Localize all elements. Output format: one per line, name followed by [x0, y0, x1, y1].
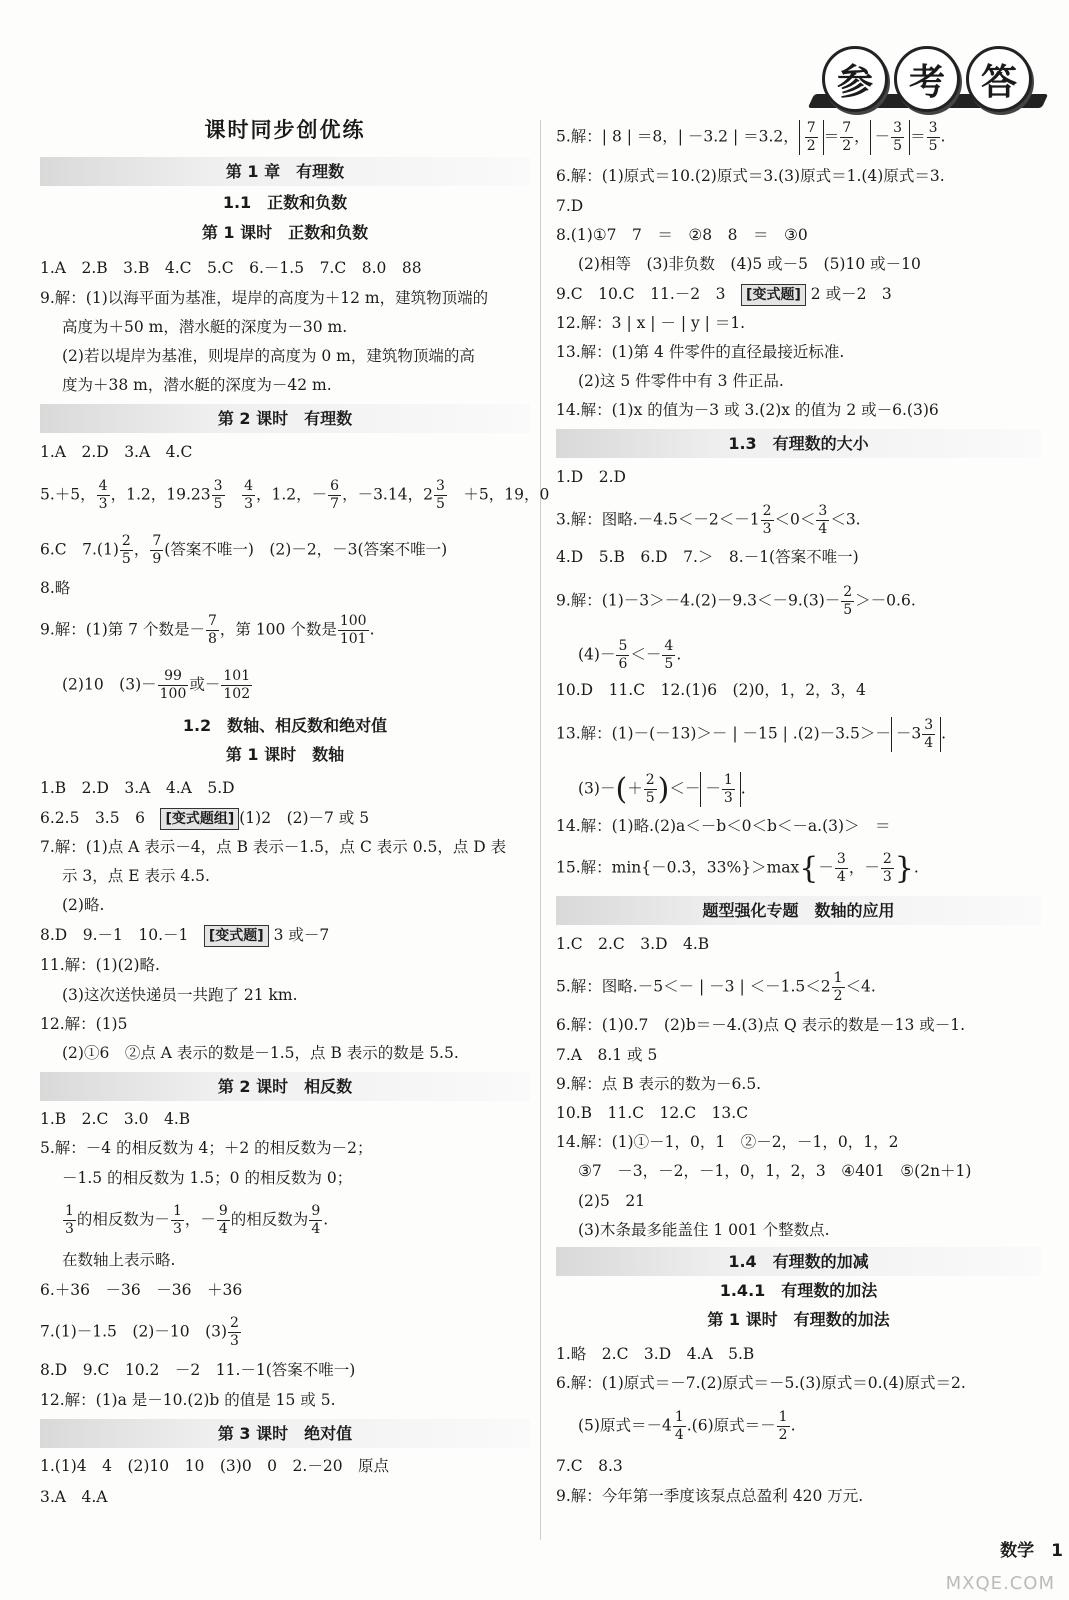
text: (4)－: [578, 645, 616, 664]
denominator: 3: [244, 496, 253, 512]
text: (3)－: [578, 779, 616, 798]
answer-line: [556, 584, 1041, 619]
lesson-heading: 第 2 课时 相反数: [40, 1072, 530, 1101]
text: ＜－: [630, 645, 662, 664]
answer-line: 1.B 2.D 3.A 4.A 5.D: [40, 779, 235, 797]
answer-line: 8.略: [40, 579, 71, 597]
text: 2 或－2 3: [810, 285, 892, 303]
variant-tag: [变式题组]: [160, 808, 239, 830]
answer-line: [40, 478, 550, 513]
denominator: 7: [330, 496, 340, 512]
text: 15.解：min{－0.3̇，33%}＞max: [556, 858, 800, 877]
numerator: 6: [330, 478, 340, 494]
text: 8.D 9.－1 10.－1: [40, 926, 204, 944]
answer-line: [556, 503, 1041, 538]
paren: ): [657, 772, 670, 807]
banner-char-1: 参: [822, 46, 888, 112]
section-heading: 1.4 有理数的加减: [556, 1247, 1041, 1276]
lesson-heading: 第 2 课时 有理数: [40, 404, 530, 433]
text: ＜3.: [830, 510, 861, 529]
answer-line: (2)若以堤岸为基准，则堤岸的高度为 0 m，建筑物顶端的高: [62, 347, 475, 365]
fraction: [212, 478, 225, 513]
text: 13.解：(1)－(－13)＞－ | －15 | .(2)－3.5＞－: [556, 724, 891, 743]
absolute-value: [891, 717, 941, 752]
denominator: 3: [882, 869, 892, 885]
denominator: 2: [778, 1427, 788, 1443]
denominator: 5: [664, 656, 674, 672]
lesson-heading: 第 1 课时 数轴: [225, 745, 345, 764]
column-divider: [540, 120, 541, 1540]
answer-line: (2)相等 (3)非负数 (4)5 或－5 (5)10 或－10: [578, 255, 921, 273]
banner-char-3: 答: [966, 46, 1032, 112]
answer-line: 1.A 2.D 3.A 4.C: [40, 443, 193, 461]
fraction: [158, 668, 189, 703]
variant-tag: [变式题]: [204, 925, 269, 947]
text: 3 或－7: [273, 926, 330, 944]
fraction: [63, 1203, 76, 1238]
answer-banner: [819, 34, 1035, 112]
fraction: [171, 1203, 184, 1238]
answer-line: －1.5 的相反数为 1.5；0 的相反数为 0；: [62, 1169, 353, 1187]
answer-line: 8.(1)①7 7 ＝ ②8 8 ＝ ③0: [556, 226, 808, 244]
fraction: [242, 478, 255, 513]
answer-line: 12.解：(1)5: [40, 1015, 128, 1033]
fraction: [722, 772, 735, 807]
text: ＜－: [669, 779, 701, 798]
text: (5)原式＝－4: [578, 1416, 672, 1435]
answer-line: [556, 280, 1041, 309]
answer-line: 5.解：| 8 | ＝8，| －3.2 | ＝3.2， $\frac{7}{2}$ ＝ $\frac{7}{2}$ ， － $\frac{3}{5}$ ＝ $\frac{3}{5}$ .: [556, 120, 946, 154]
numerator: 3: [435, 478, 445, 494]
numerator: 1: [65, 1203, 74, 1219]
fraction: [922, 717, 935, 752]
text: ＞－0.6.: [855, 591, 916, 610]
text: ＋5，19，0: [463, 485, 550, 504]
numerator: 4: [244, 478, 253, 494]
text: 9.解：(1)－3＞－4.(2)－9.3＜－9.(3)－: [556, 591, 841, 610]
denominator: 3: [762, 521, 772, 537]
answer-line: 高度为＋50 m，潜水艇的深度为－30 m.: [62, 318, 348, 336]
numerator: 4: [664, 638, 674, 654]
text: ，第 100 个数是: [219, 620, 337, 639]
fraction: [434, 478, 447, 513]
numerator: 99: [158, 668, 189, 686]
denominator: 101: [339, 631, 367, 647]
fraction: [777, 1409, 790, 1444]
lesson-heading: 第 1 课时 正数和负数: [201, 223, 369, 242]
numerator: 101: [223, 668, 251, 684]
lesson-heading: 第 3 课时 绝对值: [40, 1419, 530, 1448]
answer-line: 7.解：(1)点 A 表示－4，点 B 表示－1.5，点 C 表示 0.5，点 D 表: [40, 838, 507, 856]
denominator: 5: [843, 602, 853, 618]
fraction: [835, 851, 848, 886]
denominator: 3: [230, 1333, 239, 1349]
absolute-value: [799, 120, 824, 155]
text: －3: [895, 724, 922, 743]
answer-line: $\frac{1}{3}$ 的相反数为－ $\frac{1}{3}$ ，－ $\frac{9}{4}$ 的相反数为 $\frac{9}{4}$ .: [65, 1203, 329, 1237]
answer-line: 6.C 7.(1) $\frac{2}{5}$ ， $\frac{7}{9}$ (答案不唯一) (2)－2，－3(答案不唯一): [40, 533, 448, 567]
fraction: [841, 584, 854, 619]
answer-line: 10.D 11.C 12.(1)6 (2)0，1，2，3，4: [556, 681, 866, 699]
answer-line: 1.C 2.C 3.D 4.B: [556, 935, 710, 953]
denominator: 8: [207, 631, 217, 647]
answer-line: 1.A 2.B 3.B 4.C 5.C 6.－1.5 7.C 8.0 88: [40, 259, 422, 277]
denominator: 2: [806, 138, 816, 154]
subsection-heading: 1.4.1 有理数的加法: [719, 1281, 878, 1300]
section-heading: 1.2 数轴、相反数和绝对值: [182, 716, 388, 735]
text: 6.2.5 3.5 6: [40, 809, 161, 827]
answer-line: 9.解：点 B 表示的数为－6.5.: [556, 1075, 762, 1093]
answer-line: (2)①6 ②点 A 表示的数是－1.5，点 B 表示的数是 5.5.: [62, 1044, 459, 1062]
answer-line: (3)木条最多能盖住 1 001 个整数点.: [578, 1221, 830, 1239]
page-title: 课时同步创优练: [204, 118, 366, 142]
answer-line: 7.A 8.1 或 5: [556, 1046, 658, 1064]
answer-line: 6.解：(1)原式＝－7.(2)原式＝－5.(3)原式＝0.(4)原式＝2.: [556, 1374, 966, 1392]
denominator: 102: [223, 686, 251, 702]
chapter-heading: 第 1 章 有理数: [40, 157, 530, 186]
text: 5.解：图略.－5＜－ | －3 | ＜－1.5＜2: [556, 977, 831, 996]
fraction: [221, 668, 252, 703]
denominator: 4: [674, 1427, 684, 1443]
denominator: 5: [928, 138, 938, 154]
fraction: [309, 1203, 322, 1238]
text: 的相反数为－: [76, 1210, 170, 1229]
numerator: 1: [172, 1203, 182, 1219]
answer-line: 10.B 11.C 12.C 13.C: [556, 1104, 749, 1122]
text: 的相反数为: [230, 1210, 309, 1229]
numerator: 3: [928, 120, 938, 136]
numerator: 3: [818, 503, 828, 519]
answer-line: 6.解：(1)原式＝10.(2)原式＝3.(3)原式＝1.(4)原式＝3.: [556, 167, 945, 185]
answer-line: 1.B 2.C 3.0 4.B: [40, 1110, 191, 1128]
denominator: 5: [435, 496, 445, 512]
answer-line: 6.＋36 －36 －36 ＋36: [40, 1281, 243, 1299]
answer-line: [40, 804, 530, 833]
fraction: [150, 533, 163, 568]
fraction: [338, 613, 369, 648]
banner-char-2: 考: [894, 46, 960, 112]
text: ，－3.14，2: [342, 485, 433, 504]
denominator: 5: [645, 790, 655, 806]
text: 5.解：| 8 | ＝8，| －3.2 | ＝3.2，: [556, 127, 799, 146]
text: .(6)原式＝－: [686, 1416, 776, 1435]
fraction: [840, 120, 853, 155]
answer-line: [40, 1315, 530, 1350]
numerator: 7: [207, 613, 217, 629]
text: 3: [200, 485, 211, 504]
answer-line: (5)原式＝－4 $\frac{1}{4}$ .(6)原式＝－ $\frac{1}{2}$ .: [578, 1409, 796, 1443]
answer-line: (2)5 21: [578, 1192, 646, 1210]
answer-line: 13.解：(1)－(－13)＞－ | －15 | .(2)－3.5＞－ －3 $\frac{3}{4}$ .: [556, 717, 947, 751]
text: 5.＋5，: [40, 485, 96, 504]
text: 或－: [189, 675, 221, 694]
answer-line: 14.解：(1)略.(2)a＜－b＜0＜b＜－a.(3)＞ ＝: [556, 817, 891, 835]
text: (2)10 (3)－: [62, 675, 157, 694]
answer-line: 在数轴上表示略.: [62, 1251, 176, 1269]
text: 9.解：(1)第 7 个数是－: [40, 620, 205, 639]
answer-line: 14.解：(1)①－1，0，1 ②－2，－1，0，1，2: [556, 1133, 899, 1151]
numerator: 100: [339, 613, 367, 629]
lesson-heading: 第 1 课时 有理数的加法: [707, 1310, 890, 1329]
text: ，－: [184, 1210, 216, 1229]
fraction: [644, 772, 657, 807]
denominator: 4: [836, 869, 846, 885]
numerator: 3: [213, 478, 223, 494]
numerator: 9: [311, 1203, 321, 1219]
page-footer: 数学 1: [1000, 1541, 1063, 1561]
answer-line: (2)这 5 件零件中有 3 件正品.: [578, 372, 784, 390]
fraction: [616, 638, 629, 673]
denominator: 2: [833, 988, 843, 1004]
answer-line: 12.解：(1)a 是－10.(2)b 的值是 15 或 5.: [40, 1391, 336, 1409]
absolute-value: － $\frac{3}{5}$: [870, 120, 910, 155]
answer-line: 度为＋38 m，潜水艇的深度为－42 m.: [62, 376, 332, 394]
denominator: 4: [311, 1221, 321, 1237]
text: ＜0＜: [774, 510, 816, 529]
denominator: 5: [121, 551, 131, 567]
fraction: [816, 503, 829, 538]
fraction: [805, 120, 818, 155]
answer-line: 7.D: [556, 197, 584, 215]
denominator: 100: [159, 686, 187, 702]
answer-line: [40, 668, 530, 703]
text: 3.解：图略.－4.5＜－2＜－1: [556, 510, 760, 529]
answer-line: (4)－ $\frac{5}{6}$ ＜－ $\frac{4}{5}$ .: [578, 638, 682, 672]
answer-line: 4.D 5.B 6.D 7.＞ 8.－1(答案不唯一): [556, 548, 859, 566]
watermark: MXQE.COM: [945, 1573, 1055, 1594]
numerator: 1: [778, 1409, 788, 1425]
numerator: 5: [618, 638, 628, 654]
answer-line: 1.(1)4 4 (2)10 10 (3)0 0 2.－20 原点: [40, 1457, 390, 1475]
denominator: 4: [924, 735, 934, 751]
numerator: 2: [882, 851, 892, 867]
numerator: 1: [674, 1409, 684, 1425]
answer-line: 9.解：(1)以海平面为基准，堤岸的高度为＋12 m，建筑物顶端的: [40, 289, 489, 307]
answer-line: 14.解：(1)x 的值为－3 或 3.(2)x 的值为 2 或－6.(3)6: [556, 401, 939, 419]
section-heading: 1.1 正数和负数: [222, 193, 348, 212]
numerator: 2: [230, 1315, 239, 1331]
denominator: 6: [618, 656, 628, 672]
section-heading: 1.3 有理数的大小: [556, 429, 1041, 458]
denominator: 3: [65, 1221, 74, 1237]
numerator: 9: [218, 1203, 228, 1219]
numerator: 2: [645, 772, 655, 788]
fraction: [927, 120, 940, 155]
answer-line: ③7 －3，－2，－1，0，1，2，3 ④401 ⑤(2n＋1): [578, 1162, 972, 1180]
numerator: 1: [833, 970, 843, 986]
brace: {: [799, 851, 819, 886]
fraction: [761, 503, 774, 538]
fraction: [120, 533, 133, 568]
paren: (: [615, 772, 628, 807]
text: 7.(1)－1.5 (2)－10 (3): [40, 1322, 228, 1341]
text: ，1.2，19.2: [110, 485, 201, 504]
numerator: 3: [836, 851, 846, 867]
answer-line: 7.C 8.3: [556, 1457, 623, 1475]
denominator: 2: [842, 138, 852, 154]
absolute-value: － $\frac{1}{3}$: [700, 772, 740, 807]
numerator: 2: [121, 533, 131, 549]
fraction: [881, 851, 894, 886]
fraction: [217, 1203, 230, 1238]
topic-heading: 题型强化专题 数轴的应用: [556, 896, 1041, 925]
denominator: 4: [218, 1221, 228, 1237]
numerator: 3: [924, 717, 934, 733]
fraction: [662, 638, 675, 673]
denominator: 5: [213, 496, 223, 512]
answer-line: 9.解：(1)第 7 个数是－ $\frac{7}{8}$ ，第 100 个数是 $\frac{100}{101}$ .: [40, 613, 375, 647]
answer-line: 1.D 2.D: [556, 468, 626, 486]
numerator: 7: [842, 120, 852, 136]
denominator: 3: [98, 496, 108, 512]
numerator: 1: [723, 772, 733, 788]
answer-line: [556, 970, 1041, 1005]
numerator: 3: [893, 120, 903, 136]
numerator: 2: [843, 584, 853, 600]
denominator: 3: [723, 790, 733, 806]
answer-line: (2)略.: [62, 896, 105, 914]
answer-line: 11.解：(1)(2)略.: [40, 956, 160, 974]
text: ，1.2，－: [255, 485, 328, 504]
answer-line: 3.A 4.A: [40, 1488, 108, 1506]
answer-line: 1.略 2.C 3.D 4.A 5.B: [556, 1345, 755, 1363]
text: (答案不唯一) (2)－2，－3(答案不唯一): [164, 540, 448, 559]
answer-line: 8.D 9.C 10.2 －2 11.－1(答案不唯一): [40, 1361, 356, 1379]
answer-line: (3)－(＋ $\frac{2}{5}$ )＜－ － $\frac{1}{3}$ .: [578, 772, 746, 807]
text: (1)2 (2)－7 或 5: [239, 809, 370, 827]
answer-line: (3)这次送快递员一共跑了 21 km.: [62, 986, 298, 1004]
numerator: 4: [98, 478, 108, 494]
fraction: [228, 1315, 241, 1350]
answer-line: 12.解：3 | x | － | y | ＝1.: [556, 314, 746, 332]
denominator: 4: [818, 521, 828, 537]
numerator: 7: [152, 533, 162, 549]
text: ＜4.: [845, 977, 876, 996]
numerator: 7: [806, 120, 816, 136]
fraction: [328, 478, 341, 513]
text: 6.C 7.(1): [40, 540, 119, 559]
answer-line: 9.解：今年第一季度该泵点总盈利 420 万元.: [556, 1487, 864, 1505]
denominator: 3: [172, 1221, 182, 1237]
fraction: [832, 970, 845, 1005]
answer-line: 13.解：(1)第 4 件零件的直径最接近标准.: [556, 343, 845, 361]
answer-line: [40, 921, 530, 950]
fraction: [891, 120, 904, 155]
fraction: [673, 1409, 686, 1444]
answer-line: 6.解：(1)0.7 (2)b＝－4.(3)点 Q 表示的数是－13 或－1.: [556, 1016, 966, 1034]
denominator: 5: [893, 138, 903, 154]
fraction: [206, 613, 219, 648]
answer-line: 5.解：－4 的相反数为 4；＋2 的相反数为－2；: [40, 1139, 373, 1157]
brace: }: [894, 851, 914, 886]
variant-tag: [变式题]: [741, 284, 806, 306]
answer-line: 示 3，点 E 表示 4.5.: [62, 867, 210, 885]
text: 9.C 10.C 11.－2 3: [556, 285, 742, 303]
numerator: 2: [762, 503, 772, 519]
answer-line: 15.解：min{－0.3̇，33%}＞max{－ $\frac{3}{4}$ ，－ $\frac{2}{3}$ }.: [556, 851, 919, 886]
denominator: 9: [152, 551, 162, 567]
fraction: [97, 478, 110, 513]
